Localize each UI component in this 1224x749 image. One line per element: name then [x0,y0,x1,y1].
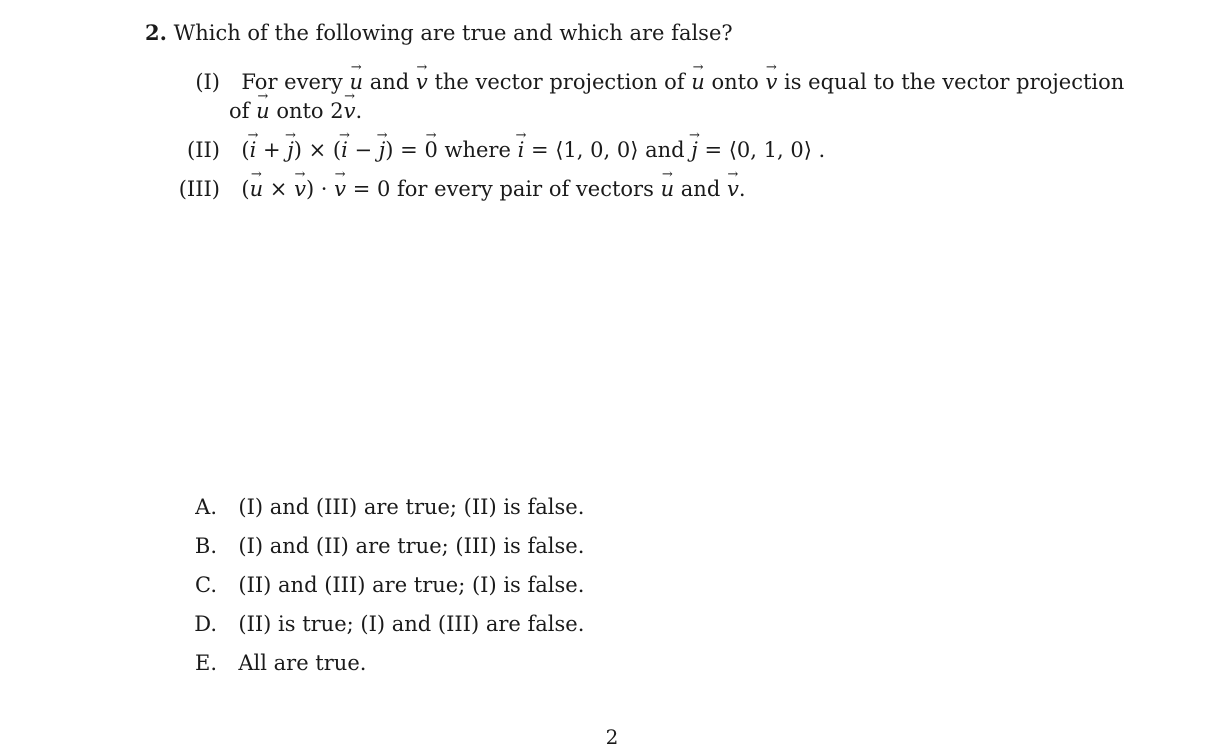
math-paren: ( [241,177,250,201]
math-operator: × [263,177,295,201]
statement-text: = ⟨0, 1, 0⟩ . [697,138,826,162]
vector-i: i → [250,136,257,164]
choice-text: All are true. [238,651,367,675]
choice-a[interactable] [193,493,584,521]
choice-letter: D. [194,612,217,636]
statement-3 [172,175,746,203]
vector-j: j → [379,136,386,164]
math-operator: ) × ( [293,138,342,162]
statement-text: is equal to the vector projection [784,70,1125,94]
vector-u: u → [691,68,705,96]
page-number: 2 [605,725,619,749]
statement-label: (III) [178,177,220,201]
statement-label: (II) [187,138,220,162]
statement-text: onto [711,70,759,94]
choice-e[interactable] [193,649,366,677]
vector-v: v → [416,68,428,96]
math-operator: ) = [385,138,425,162]
vector-j: j → [287,136,294,164]
statement-text: onto 2 [276,99,344,123]
question-prompt: Which of the following are true and which are false? [173,21,733,45]
choice-d[interactable] [193,610,584,638]
vector-v: v → [334,175,346,203]
statement-label: (I) [195,70,220,94]
choice-letter: B. [194,534,217,558]
choice-text: (II) and (III) are true; (I) is false. [238,573,585,597]
choice-c[interactable] [193,571,584,599]
question-header [145,19,733,47]
vector-v: v → [765,68,777,96]
statement-text: of [229,99,250,123]
choice-letter: E. [194,651,217,675]
statement-text: . [738,177,746,201]
vector-u: u → [661,175,675,203]
statement-text: = ⟨1, 0, 0⟩ and [524,138,692,162]
statement-text: and [674,177,727,201]
vector-v: v → [294,175,306,203]
choice-letter: C. [195,573,217,597]
choice-text: (I) and (II) are true; (III) is false. [238,534,585,558]
vector-j: j → [691,136,698,164]
statement-text: . [355,99,363,123]
math-paren: ( [241,138,250,162]
vector-u: u → [250,175,264,203]
vector-v: v → [727,175,739,203]
choice-text: (I) and (III) are true; (II) is false. [238,495,585,519]
vector-v: v → [344,97,356,125]
statement-2 [181,136,825,164]
question-number: 2. [145,20,167,45]
choice-text: (II) is true; (I) and (III) are false. [238,612,585,636]
vector-i: i → [341,136,348,164]
statement-text: = 0 for every pair of vectors [346,177,661,201]
vector-zero: 0 → [424,136,437,164]
vector-u: u → [256,97,270,125]
math-operator: + [256,138,288,162]
statement-text: and [369,70,410,94]
math-operator: ) · [305,177,335,201]
math-operator: − [347,138,379,162]
vector-i: i → [518,136,525,164]
statement-text: For every [241,70,343,94]
choice-b[interactable] [193,532,584,560]
statement-1 [190,68,1124,96]
statement-text: the vector projection of [434,70,685,94]
vector-u: u → [349,68,363,96]
statement-1-continuation [229,97,362,125]
choice-letter: A. [195,495,217,519]
statement-text: where [437,138,518,162]
